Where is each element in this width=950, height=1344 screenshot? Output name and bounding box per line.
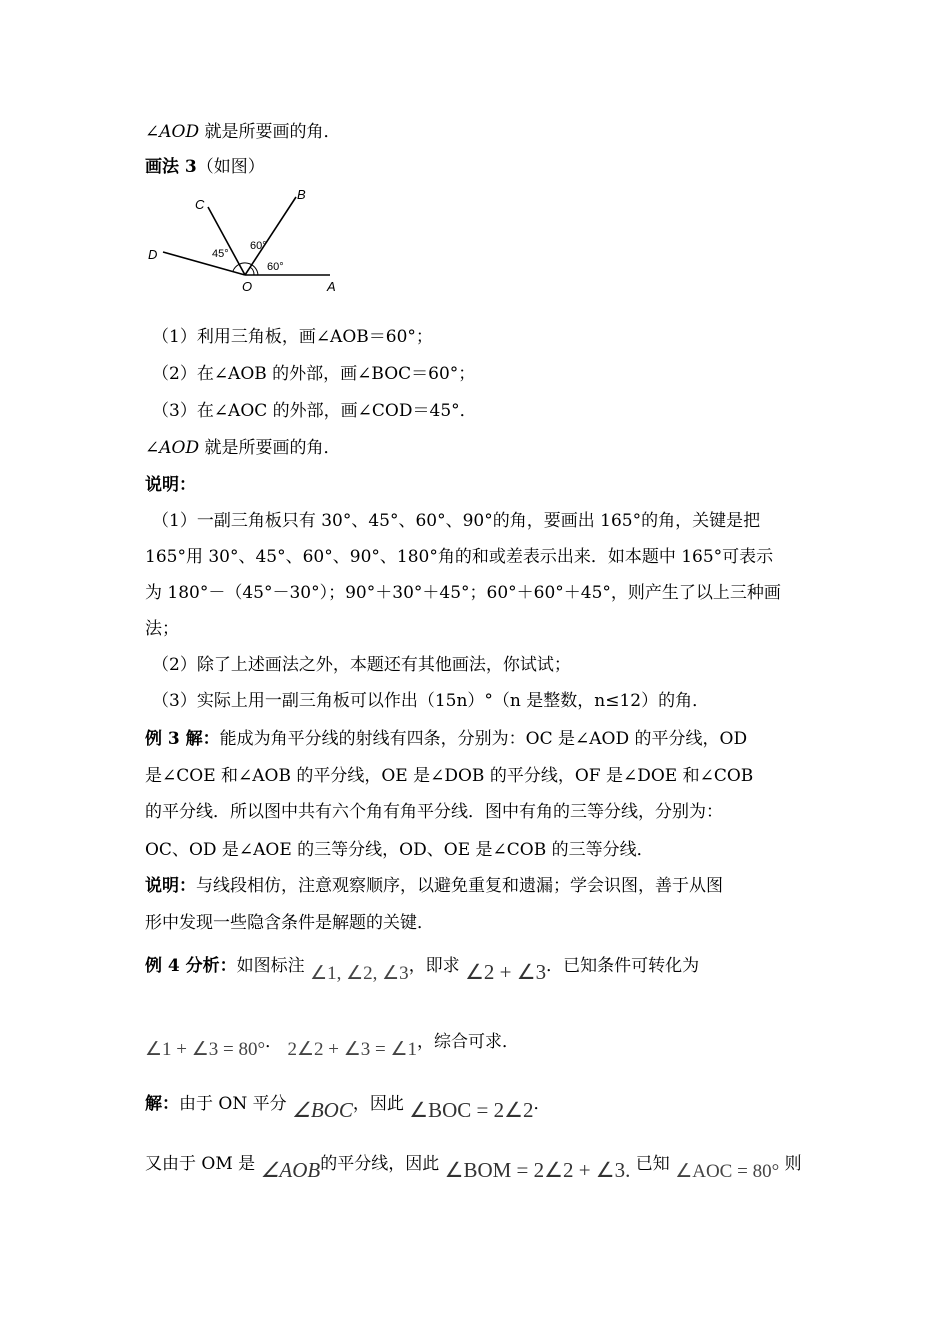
solution-math-bom: ∠BOM = 2∠2 + ∠3. xyxy=(444,1158,631,1182)
solution-text-5: 已知 xyxy=(635,1154,670,1174)
solution-line-2 xyxy=(145,1150,802,1182)
conclusion-text: 就是所要画的角． xyxy=(199,122,341,142)
angle-aod-2: ∠AOD xyxy=(145,438,200,458)
solution-title: 解： xyxy=(145,1094,179,1114)
note-1d: 法； xyxy=(145,619,179,639)
solution-text-4: 的平分线，因此 xyxy=(320,1154,440,1174)
step-3: （3）在∠AOC 的外部，画∠COD＝45°． xyxy=(152,401,477,421)
solution-end: ． xyxy=(533,1094,551,1114)
example4-text-1: 如图标注 xyxy=(236,956,305,976)
conclusion-text-2: 就是所要画的角． xyxy=(199,438,341,458)
example4-text-3: ．已知条件可转化为 xyxy=(546,956,700,976)
note-2: （2）除了上述画法之外，本题还有其他画法，你试试； xyxy=(152,655,571,675)
angle-arc-small xyxy=(250,267,254,275)
example3-note-line-1 xyxy=(145,874,723,898)
solution-math-boc: ∠BOC xyxy=(292,1098,353,1122)
example4-text-4: ，综合可求． xyxy=(417,1032,520,1052)
example4-math-eq1: ∠1 + ∠3 = 80° xyxy=(145,1039,266,1060)
example4-line-1 xyxy=(145,952,700,984)
label-o: O xyxy=(242,279,253,294)
solution-text-2: ，因此 xyxy=(352,1094,404,1114)
example4-line-2 xyxy=(145,1030,520,1060)
angle-label-45: 45° xyxy=(212,248,229,260)
ray-oc xyxy=(208,207,245,275)
example4-math-eq2: 2∠2 + ∠3 = ∠1 xyxy=(287,1039,418,1060)
note-1c: 为 180°－（45°－30°）；90°＋30°＋45°；60°＋60°＋45°，则产生了以上三种画 xyxy=(145,583,781,603)
example3-title: 例 3 解： xyxy=(145,729,220,749)
label-a: A xyxy=(327,279,336,294)
example4-title: 例 4 分析： xyxy=(145,956,237,976)
example3-note-line-2: 形中发现一些隐含条件是解题的关键． xyxy=(145,913,434,933)
step-2: （2）在∠AOB 的外部，画∠BOC＝60°； xyxy=(152,364,476,384)
conclusion-line-2 xyxy=(145,436,341,460)
solution-math-aoc: ∠AOC = 80° xyxy=(675,1161,780,1182)
solution-text-3: 又由于 OM 是 xyxy=(145,1154,256,1174)
example4-math-sum: ∠2 + ∠3 xyxy=(465,960,547,984)
label-d: D xyxy=(148,247,158,262)
conclusion-line-1 xyxy=(145,120,341,144)
example3-line-3: 的平分线．所以图中共有六个角有角平分线．图中有角的三等分线，分别为： xyxy=(145,802,723,822)
step-1: （1）利用三角板，画∠AOB＝60°； xyxy=(152,327,433,347)
solution-text-1: 由于 ON 平分 xyxy=(179,1094,287,1114)
example3-line-4: OC、OD 是∠AOE 的三等分线，OD、OE 是∠COB 的三等分线． xyxy=(145,840,654,860)
method3-heading xyxy=(145,155,265,179)
note-1a: （1）一副三角板只有 30°、45°、60°、90°的角，要画出 165°的角，关键是把 xyxy=(152,511,761,531)
solution-math-aob: ∠AOB xyxy=(260,1158,321,1182)
example3-note-text-a: 与线段相仿，注意观察顺序，以避免重复和遗漏；学会识图，善于从图 xyxy=(196,876,723,896)
angle-label-60-upper: 60° xyxy=(250,240,267,252)
angle-aod: ∠AOD xyxy=(145,122,200,142)
angle-figure xyxy=(140,185,350,295)
angle-label-60-lower: 60° xyxy=(267,261,284,273)
note-1b: 165°用 30°、45°、60°、90°、180°角的和或差表示出来．如本题中 165°可表示 xyxy=(145,547,774,567)
example3-note-title: 说明： xyxy=(145,876,196,896)
solution-line-1 xyxy=(145,1090,551,1122)
label-c: C xyxy=(195,197,205,212)
example4-math-angles: ∠1, ∠2, ∠3 xyxy=(310,963,409,984)
example4-sep: ． xyxy=(265,1032,283,1052)
example3-text-a: 能成为角平分线的射线有四条，分别为：OC 是∠AOD 的平分线，OD xyxy=(219,729,748,749)
example3-line-1 xyxy=(145,727,747,751)
method3-note: （如图） xyxy=(196,157,265,177)
note-title: 说明： xyxy=(145,475,196,495)
note-3: （3）实际上用一副三角板可以作出（15n）°（n 是整数，n≤12）的角． xyxy=(152,691,710,711)
label-b: B xyxy=(297,187,306,202)
solution-math-eq: ∠BOC = 2∠2 xyxy=(409,1098,534,1122)
method3-title: 画法 3 xyxy=(145,157,197,177)
example4-text-2: ，即求 xyxy=(408,956,460,976)
solution-text-6: 则 xyxy=(784,1154,802,1174)
example3-line-2: 是∠COE 和∠AOB 的平分线，OE 是∠DOB 的平分线，OF 是∠DOE 和∠COB xyxy=(145,766,754,786)
ray-od xyxy=(163,252,245,275)
